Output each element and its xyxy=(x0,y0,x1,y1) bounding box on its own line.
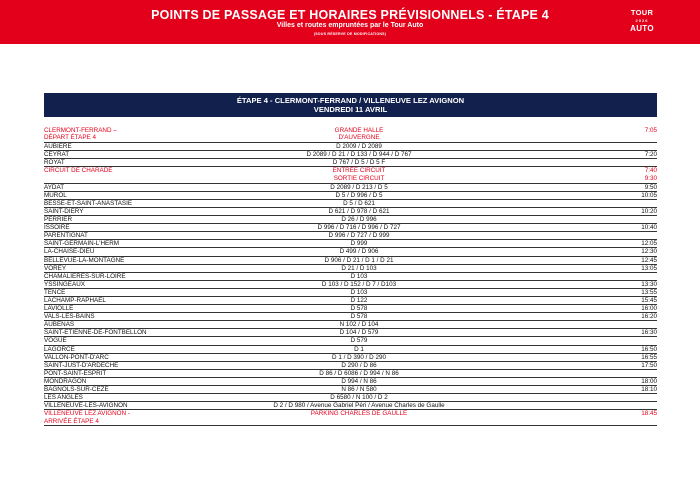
place-cell: CEYRAT xyxy=(44,151,70,159)
place-cell: PERRIER xyxy=(44,216,72,224)
place-cell: LACHAMP-RAPHAEL xyxy=(44,296,106,304)
route-cell: D 996 / D 727 / D 999 xyxy=(328,232,390,240)
route-cell: D 999 xyxy=(350,240,368,248)
tour-auto-logo xyxy=(622,8,662,38)
place-cell: MONDRAGON xyxy=(44,377,87,385)
route-cell: PARKING CHARLES DE GAULLE xyxy=(310,410,408,418)
table-row xyxy=(44,184,657,192)
route-cell: D 122 xyxy=(350,296,368,304)
table-row xyxy=(44,192,657,200)
place-cell: SAINT-ETIENNE-DE-FONTBELLON xyxy=(44,329,147,337)
table-row xyxy=(44,402,657,410)
place-cell: ROYAT xyxy=(44,159,65,167)
time-cell: 12:45 xyxy=(641,256,657,264)
route-cell: ENTRÉE CIRCUIT SORTIE CIRCUIT xyxy=(332,167,386,182)
place-cell: CLERMONT-FERRAND – DÉPART ÉTAPE 4 xyxy=(44,127,117,142)
time-cell: 16:00 xyxy=(641,305,657,313)
route-cell: D 578 xyxy=(350,305,368,313)
place-cell: SAINT-JUST-D'ARDECHE xyxy=(44,361,119,369)
table-row xyxy=(44,410,657,426)
place-cell: VOREY xyxy=(44,264,67,272)
table-row xyxy=(44,151,657,159)
route-cell: D 1 / D 390 / D 290 xyxy=(332,353,386,361)
table-row xyxy=(44,224,657,232)
time-cell: 16:50 xyxy=(641,345,657,353)
logo-text-bottom: AUTO xyxy=(630,24,654,33)
route-cell: D 86 / D 6086 / D 994 / N 86 xyxy=(319,369,399,377)
table-row xyxy=(44,167,657,183)
time-cell: 18:10 xyxy=(641,386,657,393)
time-cell: 7:20 xyxy=(644,151,657,159)
table-row xyxy=(44,394,657,402)
route-cell: D 2009 / D 2089 xyxy=(336,143,382,151)
table-row xyxy=(44,313,657,321)
time-cell: 18:00 xyxy=(641,377,657,385)
time-cell: 15:45 xyxy=(641,296,657,304)
table-row xyxy=(44,273,657,281)
place-cell: LAGORCE xyxy=(44,345,75,353)
place-cell: LA-CHAISE-DIEU xyxy=(44,248,95,256)
table-row xyxy=(44,281,657,289)
table-row xyxy=(44,240,657,248)
route-cell: GRANDE HALLE D'AUVERGNE xyxy=(334,127,384,142)
table-row xyxy=(44,362,657,370)
place-cell: TENCE xyxy=(44,288,66,296)
route-cell: D 103 xyxy=(350,288,368,296)
route-cell: N 102 / D 104 xyxy=(339,321,379,329)
place-cell: AYDAT xyxy=(44,183,65,191)
place-cell: BESSE-ET-SAINT-ANASTASIE xyxy=(44,199,133,207)
schedule-table xyxy=(44,127,657,426)
table-row xyxy=(44,346,657,354)
route-cell: D 499 / D 906 xyxy=(339,248,379,256)
table-row xyxy=(44,232,657,240)
time-cell: 12:30 xyxy=(641,248,657,256)
place-cell: AUBIERE xyxy=(44,143,72,151)
time-cell: 16:20 xyxy=(641,313,657,321)
disclaimer-note: (SOUS RÉSERVE DE MODIFICATIONS) xyxy=(313,32,387,36)
time-cell: 16:55 xyxy=(641,353,657,361)
place-cell: YSSINGEAUX xyxy=(44,280,85,288)
place-cell: AUBENAS xyxy=(44,321,75,329)
table-row xyxy=(44,297,657,305)
time-cell: 13:55 xyxy=(641,288,657,296)
route-cell: D 767 / D 5 / D 5 F xyxy=(332,159,386,167)
stage-title: ÉTAPE 4 - CLERMONT-FERRAND / VILLENEUVE LEZ AVIGNON xyxy=(236,96,465,105)
route-cell: D 906 / D 21 / D 1 / D 21 xyxy=(324,256,394,264)
stage-date: VENDREDI 11 AVRIL xyxy=(313,105,388,114)
table-row xyxy=(44,248,657,256)
logo-text-top: TOUR xyxy=(630,8,654,17)
place-cell: CIRCUIT DE CHARADE xyxy=(44,167,113,175)
time-cell: 10:05 xyxy=(641,191,657,199)
route-cell: D 2 / D 980 / Avenue Gabriel Péri / Avenue Charles de Gaulle xyxy=(273,402,445,410)
time-cell: 10:20 xyxy=(641,207,657,215)
page-subtitle: Villes et routes empruntées par le Tour Auto xyxy=(276,22,424,29)
route-cell: D 1 xyxy=(354,345,364,353)
table-row xyxy=(44,143,657,151)
table-row xyxy=(44,200,657,208)
route-cell: N 86 / N 580 xyxy=(341,386,377,393)
route-cell: D 2089 / D 213 / D 5 xyxy=(330,183,388,191)
route-cell: D 5 / D 996 / D 5 xyxy=(335,191,383,199)
time-cell: 17:50 xyxy=(641,361,657,369)
route-cell: D 103 xyxy=(350,272,368,280)
time-cell: 12:05 xyxy=(641,240,657,248)
place-cell: CHAMALIERES-SUR-LOIRE xyxy=(44,272,126,280)
table-row xyxy=(44,354,657,362)
route-cell: D 26 / D 996 xyxy=(341,216,377,224)
route-cell: D 21 / D 103 xyxy=(341,264,377,272)
table-row xyxy=(44,386,657,394)
route-cell: D 290 / D 86 xyxy=(341,361,377,369)
table-row xyxy=(44,370,657,378)
route-cell: D 579 xyxy=(350,337,368,345)
place-cell: VALLON-PONT-D'ARC xyxy=(44,353,109,361)
place-cell: LAVIOLLE xyxy=(44,305,74,313)
header-banner xyxy=(0,0,700,44)
place-cell: MUROL xyxy=(44,191,67,199)
route-cell: D 103 / D 152 / D 7 / D103 xyxy=(321,280,397,288)
stage-header xyxy=(44,93,657,117)
page-title: POINTS DE PASSAGE ET HORAIRES PRÉVISIONNELS - ÉTAPE 4 xyxy=(151,8,549,22)
place-cell: ISSOIRE xyxy=(44,224,70,232)
route-cell: D 104 / D 579 xyxy=(339,329,379,337)
time-cell: 10:40 xyxy=(641,224,657,232)
time-cell: 7:05 xyxy=(644,127,657,134)
route-cell: D 5 / D 621 xyxy=(343,199,375,207)
logo-year: 2026 xyxy=(635,18,649,23)
route-cell: D 621 / D 978 / D 621 xyxy=(328,207,390,215)
time-cell: 7:40 9:30 xyxy=(644,167,657,182)
place-cell: LES ANGLES xyxy=(44,394,83,402)
route-cell: D 578 xyxy=(350,313,368,321)
table-row xyxy=(44,127,657,143)
time-cell: 9:50 xyxy=(644,183,657,191)
time-cell: 16:30 xyxy=(641,329,657,337)
table-row xyxy=(44,337,657,345)
route-cell: D 994 / N 86 xyxy=(341,377,377,385)
place-cell: BELLEVUE-LA-MONTAGNE xyxy=(44,256,125,264)
place-cell: VALS-LES-BAINS xyxy=(44,313,95,321)
table-row xyxy=(44,257,657,265)
place-cell: VILLENEUVE-LES-AVIGNON xyxy=(44,402,128,410)
route-cell: D 996 / D 716 / D 996 / D 727 xyxy=(317,224,401,232)
table-row xyxy=(44,289,657,297)
time-cell: 13:05 xyxy=(641,264,657,272)
table-row xyxy=(44,329,657,337)
place-cell: SAINT-GERMAIN-L'HERM xyxy=(44,240,120,248)
route-cell: D 2089 / D 21 / D 133 / D 944 / D 767 xyxy=(306,151,412,159)
table-row xyxy=(44,321,657,329)
time-cell: 18:45 xyxy=(641,410,657,418)
table-row xyxy=(44,208,657,216)
place-cell: PARENTIGNAT xyxy=(44,232,88,240)
time-cell: 13:30 xyxy=(641,280,657,288)
route-cell: D 6580 / N 100 / D 2 xyxy=(330,394,388,402)
place-cell: BAGNOLS-SUR-CEZE xyxy=(44,386,109,393)
place-cell: VILLENEUVE LEZ AVIGNON - ARRIVÉE ÉTAPE 4 xyxy=(44,410,130,425)
place-cell: PONT-SAINT-ESPRIT xyxy=(44,369,107,377)
table-row xyxy=(44,265,657,273)
table-row xyxy=(44,378,657,386)
place-cell: SAINT-DIERY xyxy=(44,207,84,215)
table-row xyxy=(44,216,657,224)
table-row xyxy=(44,305,657,313)
place-cell: VOGÜE xyxy=(44,337,67,345)
